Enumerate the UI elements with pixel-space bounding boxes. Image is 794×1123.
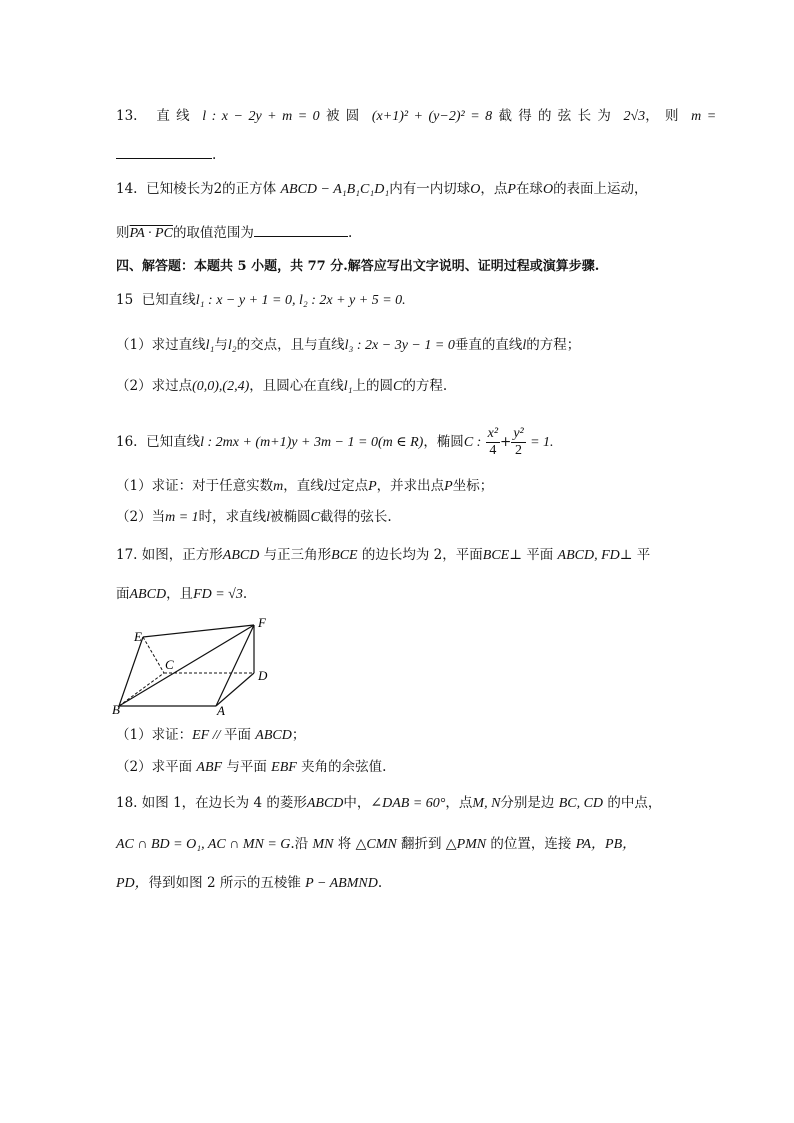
q14-answer-blank[interactable] bbox=[254, 222, 348, 237]
q15-part2-d: 的方程. bbox=[402, 378, 448, 394]
q18-bc-cd: BC, CD bbox=[558, 796, 604, 811]
q18-line2-mn: MN bbox=[312, 837, 334, 852]
q18-line1-a: 如图 1，在边长为 4 的菱形 bbox=[141, 795, 307, 811]
q14-sphere: O bbox=[470, 182, 481, 197]
q16-part1 bbox=[116, 477, 493, 496]
q17-line1-e: ⊥ 平 bbox=[619, 547, 651, 563]
q15-line1 bbox=[116, 291, 406, 310]
section-4-heading: 四、解答题：本题共 5 小题，共 77 分.解答应写出文字说明、证明过程或演算步骤. bbox=[116, 259, 600, 274]
q18-line3-pd: PD， bbox=[116, 876, 149, 891]
q18-line3-a: 得到如图 2 所示的五棱锥 bbox=[148, 875, 301, 891]
q15-part1-a: （1）求过直线 bbox=[116, 337, 206, 353]
q15-number: 15 bbox=[116, 292, 134, 308]
q14-line2 bbox=[116, 222, 352, 243]
q17-part1-ef: EF // bbox=[192, 728, 224, 743]
q17-part2 bbox=[116, 758, 386, 777]
q18-line2-eq: AC ∩ BD = O₁, AC ∩ MN = G bbox=[116, 837, 291, 852]
q14-point: P bbox=[507, 182, 516, 197]
q17-part2-a: （2）求平面 bbox=[116, 759, 193, 775]
q13-line-eq: l : x − 2y + m = 0 bbox=[202, 109, 320, 124]
q18-line1-b: 中， bbox=[343, 795, 371, 811]
q16-part1-P: P bbox=[368, 479, 377, 494]
q16-part1-l: l bbox=[323, 479, 328, 494]
q17-line1-d: ⊥ 平面 bbox=[509, 547, 554, 563]
q15-part2-a: （2）求过点 bbox=[116, 378, 193, 394]
q16-part2-c: 被椭圆 bbox=[270, 509, 311, 525]
label-E: E bbox=[134, 629, 142, 644]
q15-part1-l3: l₃ : 2x − 3y − 1 = 0 bbox=[344, 338, 455, 353]
q17-square: ABCD bbox=[222, 548, 260, 563]
q16-part1-a: （1）求证：对于任意实数 bbox=[116, 478, 274, 494]
q16-part2-C: C bbox=[310, 510, 320, 525]
q16-line1 bbox=[116, 422, 554, 462]
q17-figure bbox=[112, 612, 277, 716]
q16-part1-b: ，直线 bbox=[283, 478, 324, 494]
q17-bce: BCE bbox=[482, 548, 510, 563]
q16-text-a: 已知直线 bbox=[146, 434, 201, 450]
q18-line2-c: 翻折到 bbox=[401, 836, 442, 852]
q13-end: . bbox=[212, 147, 217, 163]
q16-part1-e: 坐标； bbox=[452, 478, 494, 494]
q17-line2-c: . bbox=[242, 586, 248, 602]
q18-line1 bbox=[116, 794, 661, 813]
q16-frac1 bbox=[486, 426, 500, 459]
q14-line2-b: 的取值范围为 bbox=[172, 225, 254, 241]
q18-line1-e: 的中点， bbox=[607, 795, 662, 811]
q14-text-b: 的正方体 bbox=[222, 181, 277, 197]
q17-part1-a: （1）求证： bbox=[116, 727, 193, 743]
q14-edge: 2 bbox=[213, 181, 223, 197]
q15-part2-c: 上的圆 bbox=[352, 378, 394, 394]
q16-frac1-num: x² bbox=[487, 426, 499, 441]
q14-text-f: 的表面上运动， bbox=[553, 181, 648, 197]
q18-angle: ∠DAB = 60° bbox=[370, 796, 446, 811]
q16-line-eq: l : 2mx + (m+1)y + 3m − 1 = 0(m ∈ R) bbox=[200, 435, 424, 450]
q17-abcd2: ABCD bbox=[129, 587, 167, 602]
q14-line2-a: 则 bbox=[116, 225, 130, 241]
q18-line2-d: 的位置，连接 bbox=[490, 836, 572, 852]
q14-end: . bbox=[347, 225, 353, 241]
q14-text-e: 在球 bbox=[515, 181, 543, 197]
q18-line3-b: . bbox=[377, 875, 383, 891]
q15-lines-eq: l₁ : x − y + 1 = 0, l₂ : 2x + y + 5 = 0. bbox=[195, 293, 406, 308]
q15-part1 bbox=[116, 336, 580, 355]
q13-text-c: 截 得 的 弦 长 为 bbox=[498, 108, 611, 124]
q15-part1-l1: l₁ bbox=[205, 338, 215, 353]
label-F: F bbox=[258, 615, 266, 630]
q17-part2-c: 夹角的余弦值. bbox=[301, 759, 387, 775]
q16-part2-l: l bbox=[266, 510, 271, 525]
q18-line1-d: 分别是边 bbox=[500, 795, 555, 811]
q13-number: 13. bbox=[116, 108, 138, 124]
q17-part1-abcd: ABCD bbox=[255, 728, 292, 743]
q17-line2-b: ，且 bbox=[166, 586, 194, 602]
q18-line2-pmn: △PMN bbox=[445, 837, 487, 852]
q17-line2-a: 面 bbox=[116, 586, 130, 602]
q16-part1-m: m bbox=[273, 479, 284, 494]
q14-line1 bbox=[116, 180, 648, 199]
q15-part1-c: 的交点，且与直线 bbox=[236, 337, 345, 353]
q15-part2-b: ，且圆心在直线 bbox=[249, 378, 344, 394]
q13-line1 bbox=[116, 107, 716, 126]
edge-EC bbox=[143, 637, 164, 673]
edge-BC bbox=[119, 673, 164, 706]
q14-number: 14. bbox=[116, 181, 138, 197]
q18-line2-b: 将 bbox=[337, 836, 352, 852]
q17-abcd-fd: ABCD, FD bbox=[557, 548, 620, 563]
q18-mn: M, N bbox=[472, 796, 501, 811]
q16-text-b: ，椭圆 bbox=[423, 434, 464, 450]
q16-frac2 bbox=[511, 426, 525, 459]
q17-triangle: BCE bbox=[331, 548, 358, 563]
q13-answer-blank[interactable] bbox=[116, 144, 212, 159]
q15-part1-d: 垂直的直线 bbox=[454, 337, 523, 353]
q16-part2-m: m = 1 bbox=[165, 510, 199, 525]
q16-frac2-num: y² bbox=[513, 426, 524, 441]
q15-part1-l2: l₂ bbox=[227, 338, 237, 353]
q16-frac2-den: 2 bbox=[515, 443, 523, 458]
q14-sphere2: O bbox=[542, 182, 554, 197]
q16-eq-tail: = 1. bbox=[530, 435, 554, 450]
q14-cube: ABCD − A₁B₁C₁D₁ bbox=[280, 182, 390, 197]
label-D: D bbox=[258, 668, 268, 683]
q13-text-a: 直 线 bbox=[156, 108, 190, 124]
q13-answer-line bbox=[116, 144, 216, 164]
q16-ellipse-name: C : bbox=[463, 435, 482, 450]
q14-dot-expr: PA · PC bbox=[129, 226, 173, 241]
q17-line2 bbox=[116, 585, 247, 604]
q17-fd-eq: FD = √3 bbox=[193, 587, 243, 602]
edge-AD bbox=[216, 673, 254, 706]
q18-line3-p: P − ABMND bbox=[305, 876, 378, 891]
q16-part2 bbox=[116, 508, 392, 527]
q18-abcd: ABCD bbox=[306, 796, 344, 811]
q15-part1-b: 与 bbox=[214, 337, 228, 353]
q18-line2-pa: PA，PB， bbox=[575, 837, 637, 852]
q15-part2-l1: l₁ bbox=[343, 379, 353, 394]
q15-part1-l: l bbox=[522, 338, 527, 353]
q15-part2 bbox=[116, 377, 447, 396]
q13-chord: 2√3 bbox=[623, 109, 646, 124]
q16-plus: + bbox=[500, 434, 512, 450]
q17-part1-c: ； bbox=[291, 727, 306, 743]
q15-part1-e: 的方程； bbox=[526, 337, 581, 353]
q17-line1-a: 如图，正方形 bbox=[141, 547, 223, 563]
q16-part2-d: 截得的弦长. bbox=[319, 509, 392, 525]
q13-text-b: 被 圆 bbox=[325, 108, 360, 124]
q14-text-c: 内有一内切球 bbox=[389, 181, 471, 197]
q17-part2-abf: ABF bbox=[196, 760, 223, 775]
q17-part1-b: 平面 bbox=[223, 727, 251, 743]
q18-number: 18. bbox=[116, 795, 138, 811]
edge-EB bbox=[119, 637, 143, 706]
q16-part1-P2: P bbox=[444, 479, 453, 494]
q13-unknown: m = bbox=[691, 109, 717, 124]
q14-text-d: ，点 bbox=[480, 181, 508, 197]
q17-part2-ebf: EBF bbox=[271, 760, 297, 775]
q18-line2-a: .沿 bbox=[290, 836, 309, 852]
q17-part2-b: 与平面 bbox=[226, 759, 267, 775]
q15-text: 已知直线 bbox=[141, 292, 196, 308]
q14-text-a: 已知棱长为 bbox=[146, 181, 214, 197]
q16-part2-a: （2）当 bbox=[116, 509, 166, 525]
q18-line3 bbox=[116, 874, 382, 893]
label-B: B bbox=[112, 702, 120, 716]
q18-line2 bbox=[116, 835, 636, 854]
q16-part1-c: 过定点 bbox=[327, 478, 369, 494]
q18-line1-c: ，点 bbox=[445, 795, 473, 811]
q13-text-d: ， 则 bbox=[645, 108, 679, 124]
q13-circle-eq: (x+1)² + (y−2)² = 8 bbox=[371, 109, 493, 124]
label-A: A bbox=[217, 703, 225, 716]
edge-AF bbox=[216, 625, 254, 706]
q16-frac1-den: 4 bbox=[489, 443, 497, 458]
q18-line2-cmn: △CMN bbox=[355, 837, 397, 852]
q17-line1 bbox=[116, 546, 650, 565]
q17-line1-c: 的边长均为 2，平面 bbox=[361, 547, 483, 563]
q16-part2-b: 时，求直线 bbox=[198, 509, 267, 525]
q15-part2-circle: C bbox=[393, 379, 403, 394]
q16-number: 16. bbox=[116, 434, 138, 450]
q16-part1-d: ，并求出点 bbox=[376, 478, 445, 494]
q17-line1-b: 与正三角形 bbox=[263, 547, 332, 563]
q17-part1 bbox=[116, 726, 305, 745]
q15-part2-points: (0,0),(2,4) bbox=[192, 379, 250, 394]
q17-number: 17. bbox=[116, 547, 138, 563]
label-C: C bbox=[165, 657, 174, 672]
